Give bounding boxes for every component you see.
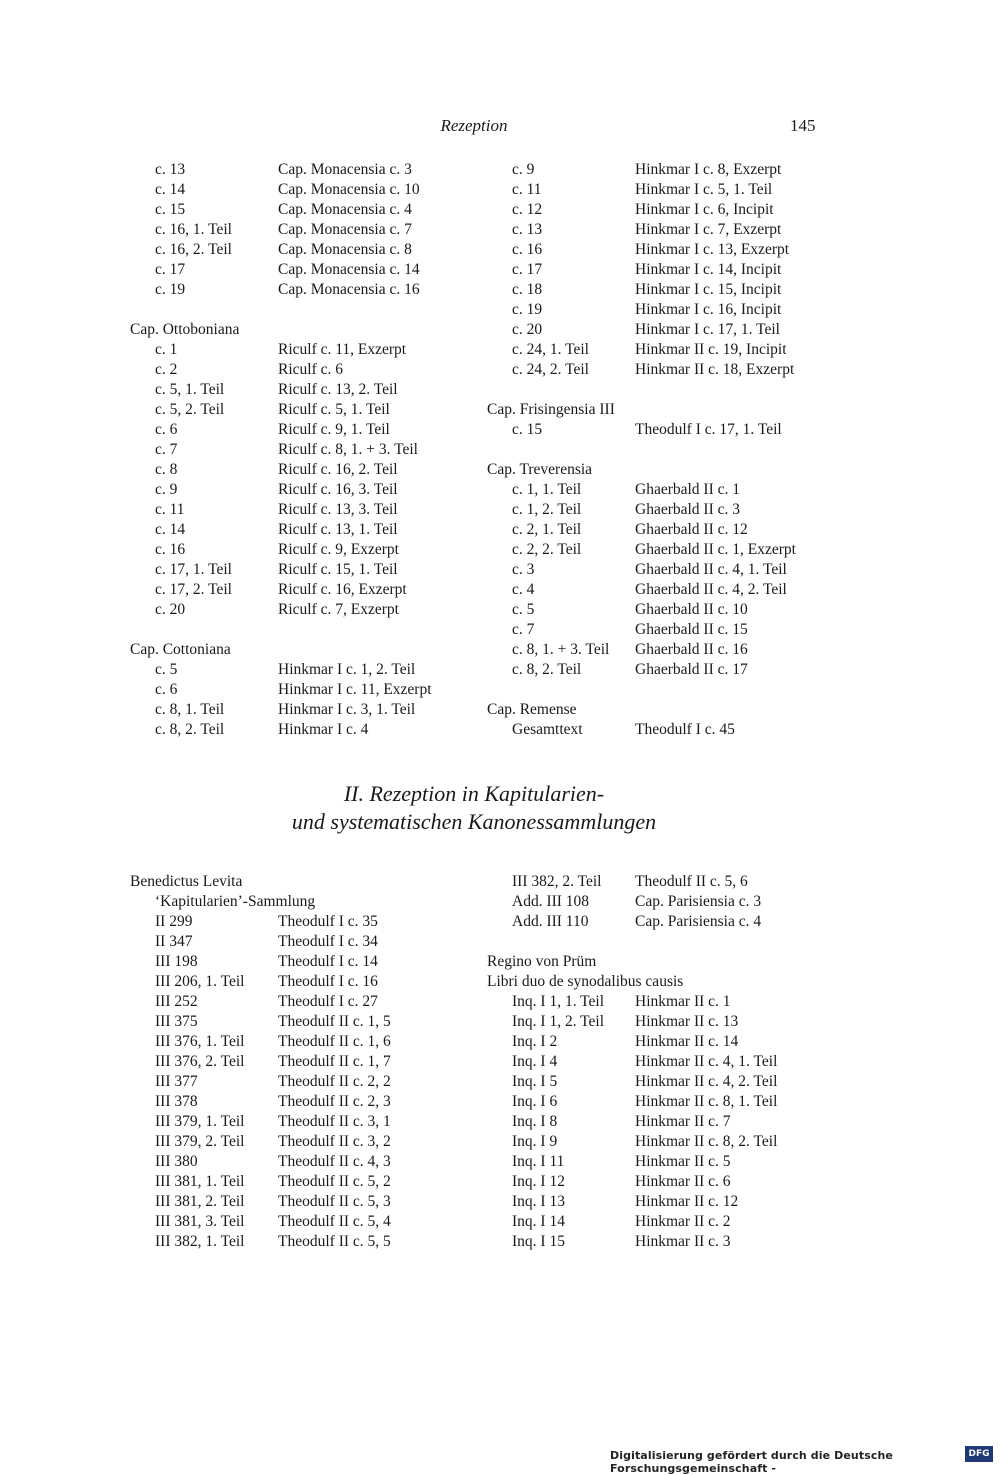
- source-chapter: Add. III 108: [512, 893, 590, 910]
- subsection-label: [130, 892, 480, 912]
- source-chapter: III 381, 2. Teil: [155, 1193, 245, 1210]
- reference-target: Theodulf I c. 34: [278, 933, 378, 950]
- reference-target: Theodulf II c. 3, 2: [278, 1133, 391, 1150]
- reference-target: Hinkmar II c. 1: [635, 993, 731, 1010]
- source-chapter: Inq. I 1, 2. Teil: [512, 1013, 605, 1030]
- source-chapter: c. 5: [155, 661, 178, 678]
- table-row: [130, 180, 480, 200]
- reference-target: Theodulf I c. 17, 1. Teil: [635, 421, 782, 438]
- collection-name: Cap. Cottoniana: [130, 641, 231, 658]
- table-row: [130, 560, 480, 580]
- table-row: [130, 680, 480, 700]
- reference-target: Ghaerbald II c. 4, 2. Teil: [635, 581, 787, 598]
- reference-target: Riculf c. 16, Exzerpt: [278, 581, 407, 598]
- table-row: [130, 972, 480, 992]
- table-row: [130, 160, 480, 180]
- source-chapter: c. 20: [155, 601, 186, 618]
- table-row: [130, 440, 480, 460]
- source-chapter: Inq. I 12: [512, 1173, 565, 1190]
- table-row: [487, 1132, 837, 1152]
- reference-target: Hinkmar I c. 1, 2. Teil: [278, 661, 416, 678]
- reference-target: Ghaerbald II c. 1, Exzerpt: [635, 541, 796, 558]
- reference-target: Theodulf I c. 14: [278, 953, 378, 970]
- reference-target: Hinkmar II c. 18, Exzerpt: [635, 361, 795, 378]
- reference-target: Ghaerbald II c. 1: [635, 481, 741, 498]
- table-row: [130, 220, 480, 240]
- concordance-bottom-right: [487, 872, 837, 1252]
- reference-target: Riculf c. 16, 3. Teil: [278, 481, 398, 498]
- table-row: [130, 1172, 480, 1192]
- reference-target: Cap. Monacensia c. 14: [278, 261, 420, 278]
- source-chapter: III 382, 1. Teil: [155, 1233, 245, 1250]
- collection-name: Cap. Frisingensia III: [487, 401, 615, 418]
- table-row: [487, 912, 837, 932]
- source-chapter: Add. III 110: [512, 913, 589, 930]
- reference-target: Hinkmar I c. 13, Exzerpt: [635, 241, 790, 258]
- table-row: [130, 580, 480, 600]
- spacer: [487, 680, 837, 700]
- table-row: [130, 1132, 480, 1152]
- concordance-top-right: [487, 160, 837, 740]
- source-chapter: c. 1, 2. Teil: [512, 501, 582, 518]
- reference-target: Cap. Parisiensia c. 3: [635, 893, 762, 910]
- reference-target: Hinkmar II c. 4, 2. Teil: [635, 1073, 778, 1090]
- source-chapter: III 381, 1. Teil: [155, 1173, 245, 1190]
- source-chapter: III 198: [155, 953, 198, 970]
- source-chapter: c. 11: [155, 501, 185, 518]
- reference-target: Riculf c. 8, 1. + 3. Teil: [278, 441, 418, 458]
- source-chapter: c. 6: [155, 421, 178, 438]
- section-heading-line-2: und systematischen Kanonessammlungen: [291, 809, 657, 834]
- table-row: [130, 340, 480, 360]
- reference-target: Theodulf I c. 27: [278, 993, 378, 1010]
- source-chapter: Inq. I 8: [512, 1113, 558, 1130]
- source-chapter: c. 5, 1. Teil: [155, 381, 225, 398]
- reference-target: Theodulf II c. 3, 1: [278, 1113, 391, 1130]
- reference-target: Cap. Monacensia c. 3: [278, 161, 412, 178]
- source-chapter: c. 7: [512, 621, 535, 638]
- table-row: [487, 180, 837, 200]
- table-row: [487, 640, 837, 660]
- reference-target: Riculf c. 9, Exzerpt: [278, 541, 399, 558]
- source-chapter: c. 5: [512, 601, 535, 618]
- reference-target: Hinkmar II c. 3: [635, 1233, 731, 1250]
- reference-target: Theodulf II c. 5, 5: [278, 1233, 391, 1250]
- section-label: [487, 952, 837, 972]
- table-row: [130, 280, 480, 300]
- source-chapter: III 376, 1. Teil: [155, 1033, 245, 1050]
- source-chapter: c. 6: [155, 681, 178, 698]
- reference-target: Hinkmar II c. 5: [635, 1153, 731, 1170]
- table-row: [487, 240, 837, 260]
- table-row: [130, 1112, 480, 1132]
- table-row: [487, 200, 837, 220]
- source-chapter: c. 13: [512, 221, 543, 238]
- table-row: [130, 1212, 480, 1232]
- reference-target: Hinkmar I c. 8, Exzerpt: [635, 161, 782, 178]
- source-chapter: c. 9: [512, 161, 535, 178]
- source-chapter: c. 8, 1. Teil: [155, 701, 225, 718]
- source-chapter: III 375: [155, 1013, 198, 1030]
- source-chapter: III 381, 3. Teil: [155, 1213, 245, 1230]
- spacer: [130, 300, 480, 320]
- source-chapter: c. 8: [155, 461, 178, 478]
- source-chapter: c. 17, 1. Teil: [155, 561, 232, 578]
- spacer: [487, 380, 837, 400]
- table-row: [130, 200, 480, 220]
- table-row: [130, 260, 480, 280]
- table-row: [487, 160, 837, 180]
- reference-target: Ghaerbald II c. 17: [635, 661, 748, 678]
- source-chapter: II 347: [155, 933, 193, 950]
- source-chapter: c. 5, 2. Teil: [155, 401, 225, 418]
- table-row: [487, 420, 837, 440]
- source-chapter: c. 17: [512, 261, 543, 278]
- source-chapter: c. 16: [155, 541, 186, 558]
- spacer: [487, 932, 837, 952]
- table-row: [130, 720, 480, 740]
- reference-target: Hinkmar I c. 5, 1. Teil: [635, 181, 773, 198]
- table-row: [487, 360, 837, 380]
- table-row: [130, 1092, 480, 1112]
- table-row: [130, 700, 480, 720]
- source-chapter: Inq. I 13: [512, 1193, 565, 1210]
- table-row: [130, 360, 480, 380]
- reference-target: Theodulf I c. 35: [278, 913, 378, 930]
- table-row: [487, 520, 837, 540]
- table-row: [130, 952, 480, 972]
- source-chapter: c. 3: [512, 561, 535, 578]
- table-row: [487, 280, 837, 300]
- table-row: [130, 1012, 480, 1032]
- source-chapter: III 376, 2. Teil: [155, 1053, 245, 1070]
- table-row: [487, 1212, 837, 1232]
- reference-target: Hinkmar II c. 2: [635, 1213, 731, 1230]
- table-row: [487, 1112, 837, 1132]
- reference-target: Hinkmar I c. 7, Exzerpt: [635, 221, 782, 238]
- source-chapter: Inq. I 14: [512, 1213, 565, 1230]
- reference-target: Riculf c. 6: [278, 361, 343, 378]
- reference-target: Theodulf II c. 5, 4: [278, 1213, 391, 1230]
- source-chapter: III 377: [155, 1073, 198, 1090]
- table-row: [130, 912, 480, 932]
- table-row: [130, 500, 480, 520]
- source-chapter: c. 8, 1. + 3. Teil: [512, 641, 610, 658]
- source-chapter: c. 19: [155, 281, 186, 298]
- source-chapter: Inq. I 15: [512, 1233, 565, 1250]
- table-row: [487, 580, 837, 600]
- reference-target: Riculf c. 13, 2. Teil: [278, 381, 398, 398]
- reference-target: Theodulf I c. 16: [278, 973, 378, 990]
- reference-target: Hinkmar I c. 15, Incipit: [635, 281, 782, 298]
- collection-name: Cap. Remense: [487, 701, 577, 718]
- concordance-bottom-left: [130, 872, 480, 1252]
- table-row: [487, 540, 837, 560]
- source-chapter: c. 7: [155, 441, 178, 458]
- reference-target: Hinkmar II c. 8, 2. Teil: [635, 1133, 778, 1150]
- table-row: [130, 1072, 480, 1092]
- reference-target: Theodulf I c. 45: [635, 721, 735, 738]
- table-row: [487, 892, 837, 912]
- table-row: [130, 240, 480, 260]
- reference-target: Cap. Parisiensia c. 4: [635, 913, 762, 930]
- reference-target: Hinkmar I c. 4: [278, 721, 369, 738]
- source-chapter: III 206, 1. Teil: [155, 973, 245, 990]
- source-chapter: III 378: [155, 1093, 198, 1110]
- section-label: [487, 460, 837, 480]
- reference-target: Hinkmar I c. 17, 1. Teil: [635, 321, 780, 338]
- table-row: [130, 380, 480, 400]
- table-row: [487, 220, 837, 240]
- table-row: [130, 660, 480, 680]
- subsection-label: [487, 972, 837, 992]
- source-chapter: c. 19: [512, 301, 543, 318]
- section-label: [130, 640, 480, 660]
- collection-subtitle: ‘Kapitularien’-Sammlung: [155, 893, 316, 910]
- reference-target: Hinkmar II c. 4, 1. Teil: [635, 1053, 778, 1070]
- reference-target: Ghaerbald II c. 12: [635, 521, 748, 538]
- reference-target: Theodulf II c. 1, 6: [278, 1033, 391, 1050]
- reference-target: Riculf c. 7, Exzerpt: [278, 601, 399, 618]
- table-row: [487, 300, 837, 320]
- table-row: [487, 1232, 837, 1252]
- source-chapter: c. 16, 2. Teil: [155, 241, 232, 258]
- reference-target: Cap. Monacensia c. 10: [278, 181, 420, 198]
- reference-target: Riculf c. 13, 3. Teil: [278, 501, 398, 518]
- reference-target: Ghaerbald II c. 15: [635, 621, 748, 638]
- reference-target: Riculf c. 5, 1. Teil: [278, 401, 390, 418]
- reference-target: Riculf c. 16, 2. Teil: [278, 461, 398, 478]
- source-chapter: III 382, 2. Teil: [512, 873, 602, 890]
- table-row: [487, 1052, 837, 1072]
- source-chapter: III 380: [155, 1153, 198, 1170]
- source-chapter: c. 24, 2. Teil: [512, 361, 589, 378]
- table-row: [130, 400, 480, 420]
- source-chapter: Inq. I 1, 1. Teil: [512, 993, 605, 1010]
- source-chapter: c. 14: [155, 181, 186, 198]
- source-chapter: c. 15: [155, 201, 186, 218]
- source-chapter: Inq. I 9: [512, 1133, 558, 1150]
- source-chapter: Inq. I 5: [512, 1073, 558, 1090]
- reference-target: Hinkmar I c. 16, Incipit: [635, 301, 782, 318]
- reference-target: Hinkmar I c. 6, Incipit: [635, 201, 774, 218]
- source-chapter: c. 8, 2. Teil: [155, 721, 225, 738]
- table-row: [487, 1192, 837, 1212]
- reference-target: Ghaerbald II c. 10: [635, 601, 748, 618]
- reference-target: Ghaerbald II c. 4, 1. Teil: [635, 561, 787, 578]
- reference-target: Theodulf II c. 1, 7: [278, 1053, 391, 1070]
- reference-target: Cap. Monacensia c. 7: [278, 221, 412, 238]
- table-row: [487, 1072, 837, 1092]
- table-row: [487, 1012, 837, 1032]
- section-heading-line-1: II. Rezeption in Kapitularien-: [343, 781, 605, 806]
- reference-target: Riculf c. 13, 1. Teil: [278, 521, 398, 538]
- reference-target: Ghaerbald II c. 16: [635, 641, 748, 658]
- reference-target: Hinkmar I c. 3, 1. Teil: [278, 701, 416, 718]
- table-row: [130, 1032, 480, 1052]
- source-chapter: c. 1: [155, 341, 178, 358]
- collection-name: Cap. Treverensia: [487, 461, 593, 478]
- table-row: [487, 340, 837, 360]
- table-row: [130, 520, 480, 540]
- reference-target: Hinkmar II c. 14: [635, 1033, 739, 1050]
- source-chapter: c. 17: [155, 261, 186, 278]
- reference-target: Riculf c. 15, 1. Teil: [278, 561, 398, 578]
- table-row: [130, 600, 480, 620]
- reference-target: Hinkmar II c. 13: [635, 1013, 739, 1030]
- reference-target: Hinkmar I c. 11, Exzerpt: [278, 681, 432, 698]
- table-row: [130, 932, 480, 952]
- source-chapter: c. 12: [512, 201, 543, 218]
- table-row: [487, 1172, 837, 1192]
- footer-funding-note: Digitalisierung gefördert durch die Deutsche Forschungsgemeinschaft -: [610, 1449, 893, 1475]
- dfg-logo: DFG: [965, 1446, 993, 1462]
- table-row: [487, 1032, 837, 1052]
- reference-target: Cap. Monacensia c. 16: [278, 281, 420, 298]
- table-row: [130, 480, 480, 500]
- reference-target: Theodulf II c. 2, 2: [278, 1073, 391, 1090]
- table-row: [130, 460, 480, 480]
- source-chapter: III 379, 1. Teil: [155, 1113, 245, 1130]
- table-row: [487, 1092, 837, 1112]
- source-chapter: c. 2: [155, 361, 178, 378]
- reference-target: Theodulf II c. 1, 5: [278, 1013, 391, 1030]
- reference-target: Theodulf II c. 5, 3: [278, 1193, 391, 1210]
- collection-name: Benedictus Levita: [130, 873, 243, 890]
- source-chapter: c. 16: [512, 241, 543, 258]
- source-chapter: II 299: [155, 913, 193, 930]
- source-chapter: c. 2, 2. Teil: [512, 541, 582, 558]
- source-chapter: c. 9: [155, 481, 178, 498]
- reference-target: Hinkmar II c. 12: [635, 1193, 739, 1210]
- spacer: [130, 620, 480, 640]
- reference-target: Riculf c. 9, 1. Teil: [278, 421, 390, 438]
- table-row: [487, 620, 837, 640]
- section-label: [487, 700, 837, 720]
- reference-target: Theodulf II c. 5, 6: [635, 873, 748, 890]
- source-chapter: Gesamttext: [512, 721, 583, 738]
- reference-target: Theodulf II c. 2, 3: [278, 1093, 391, 1110]
- section-label: [130, 320, 480, 340]
- table-row: [130, 1152, 480, 1172]
- reference-target: Hinkmar II c. 6: [635, 1173, 731, 1190]
- source-chapter: c. 8, 2. Teil: [512, 661, 582, 678]
- source-chapter: c. 14: [155, 521, 186, 538]
- reference-target: Theodulf II c. 5, 2: [278, 1173, 391, 1190]
- reference-target: Cap. Monacensia c. 8: [278, 241, 412, 258]
- table-row: [487, 720, 837, 740]
- table-row: [487, 260, 837, 280]
- reference-target: Cap. Monacensia c. 4: [278, 201, 412, 218]
- reference-target: Riculf c. 11, Exzerpt: [278, 341, 407, 358]
- source-chapter: Inq. I 11: [512, 1153, 565, 1170]
- source-chapter: c. 24, 1. Teil: [512, 341, 589, 358]
- collection-subtitle: Libri duo de synodalibus causis: [487, 973, 684, 990]
- collection-name: Regino von Prüm: [487, 953, 597, 970]
- source-chapter: Inq. I 4: [512, 1053, 558, 1070]
- section-label: [487, 400, 837, 420]
- page-number: 145: [790, 116, 816, 135]
- concordance-top-left: [130, 160, 480, 740]
- source-chapter: c. 20: [512, 321, 543, 338]
- source-chapter: c. 16, 1. Teil: [155, 221, 232, 238]
- spacer: [487, 440, 837, 460]
- source-chapter: c. 4: [512, 581, 535, 598]
- table-row: [130, 420, 480, 440]
- section-label: [130, 872, 480, 892]
- source-chapter: c. 1, 1. Teil: [512, 481, 582, 498]
- section-heading: [0, 780, 948, 836]
- reference-target: Ghaerbald II c. 3: [635, 501, 741, 518]
- table-row: [130, 1052, 480, 1072]
- reference-target: Hinkmar II c. 8, 1. Teil: [635, 1093, 778, 1110]
- source-chapter: III 252: [155, 993, 198, 1010]
- table-row: [487, 1152, 837, 1172]
- source-chapter: Inq. I 6: [512, 1093, 558, 1110]
- table-row: [487, 320, 837, 340]
- source-chapter: c. 18: [512, 281, 543, 298]
- reference-target: Hinkmar II c. 19, Incipit: [635, 341, 787, 358]
- reference-target: Hinkmar II c. 7: [635, 1113, 731, 1130]
- table-row: [130, 992, 480, 1012]
- source-chapter: III 379, 2. Teil: [155, 1133, 245, 1150]
- table-row: [487, 992, 837, 1012]
- source-chapter: c. 17, 2. Teil: [155, 581, 232, 598]
- source-chapter: c. 11: [512, 181, 542, 198]
- source-chapter: c. 2, 1. Teil: [512, 521, 582, 538]
- source-chapter: c. 15: [512, 421, 543, 438]
- reference-target: Theodulf II c. 4, 3: [278, 1153, 391, 1170]
- source-chapter: Inq. I 2: [512, 1033, 558, 1050]
- table-row: [130, 1232, 480, 1252]
- table-row: [487, 600, 837, 620]
- reference-target: Hinkmar I c. 14, Incipit: [635, 261, 782, 278]
- table-row: [130, 540, 480, 560]
- table-row: [487, 480, 837, 500]
- table-row: [487, 500, 837, 520]
- source-chapter: c. 13: [155, 161, 186, 178]
- table-row: [487, 660, 837, 680]
- table-row: [487, 872, 837, 892]
- running-title: Rezeption: [440, 116, 508, 135]
- table-row: [130, 1192, 480, 1212]
- table-row: [487, 560, 837, 580]
- collection-name: Cap. Ottoboniana: [130, 321, 240, 338]
